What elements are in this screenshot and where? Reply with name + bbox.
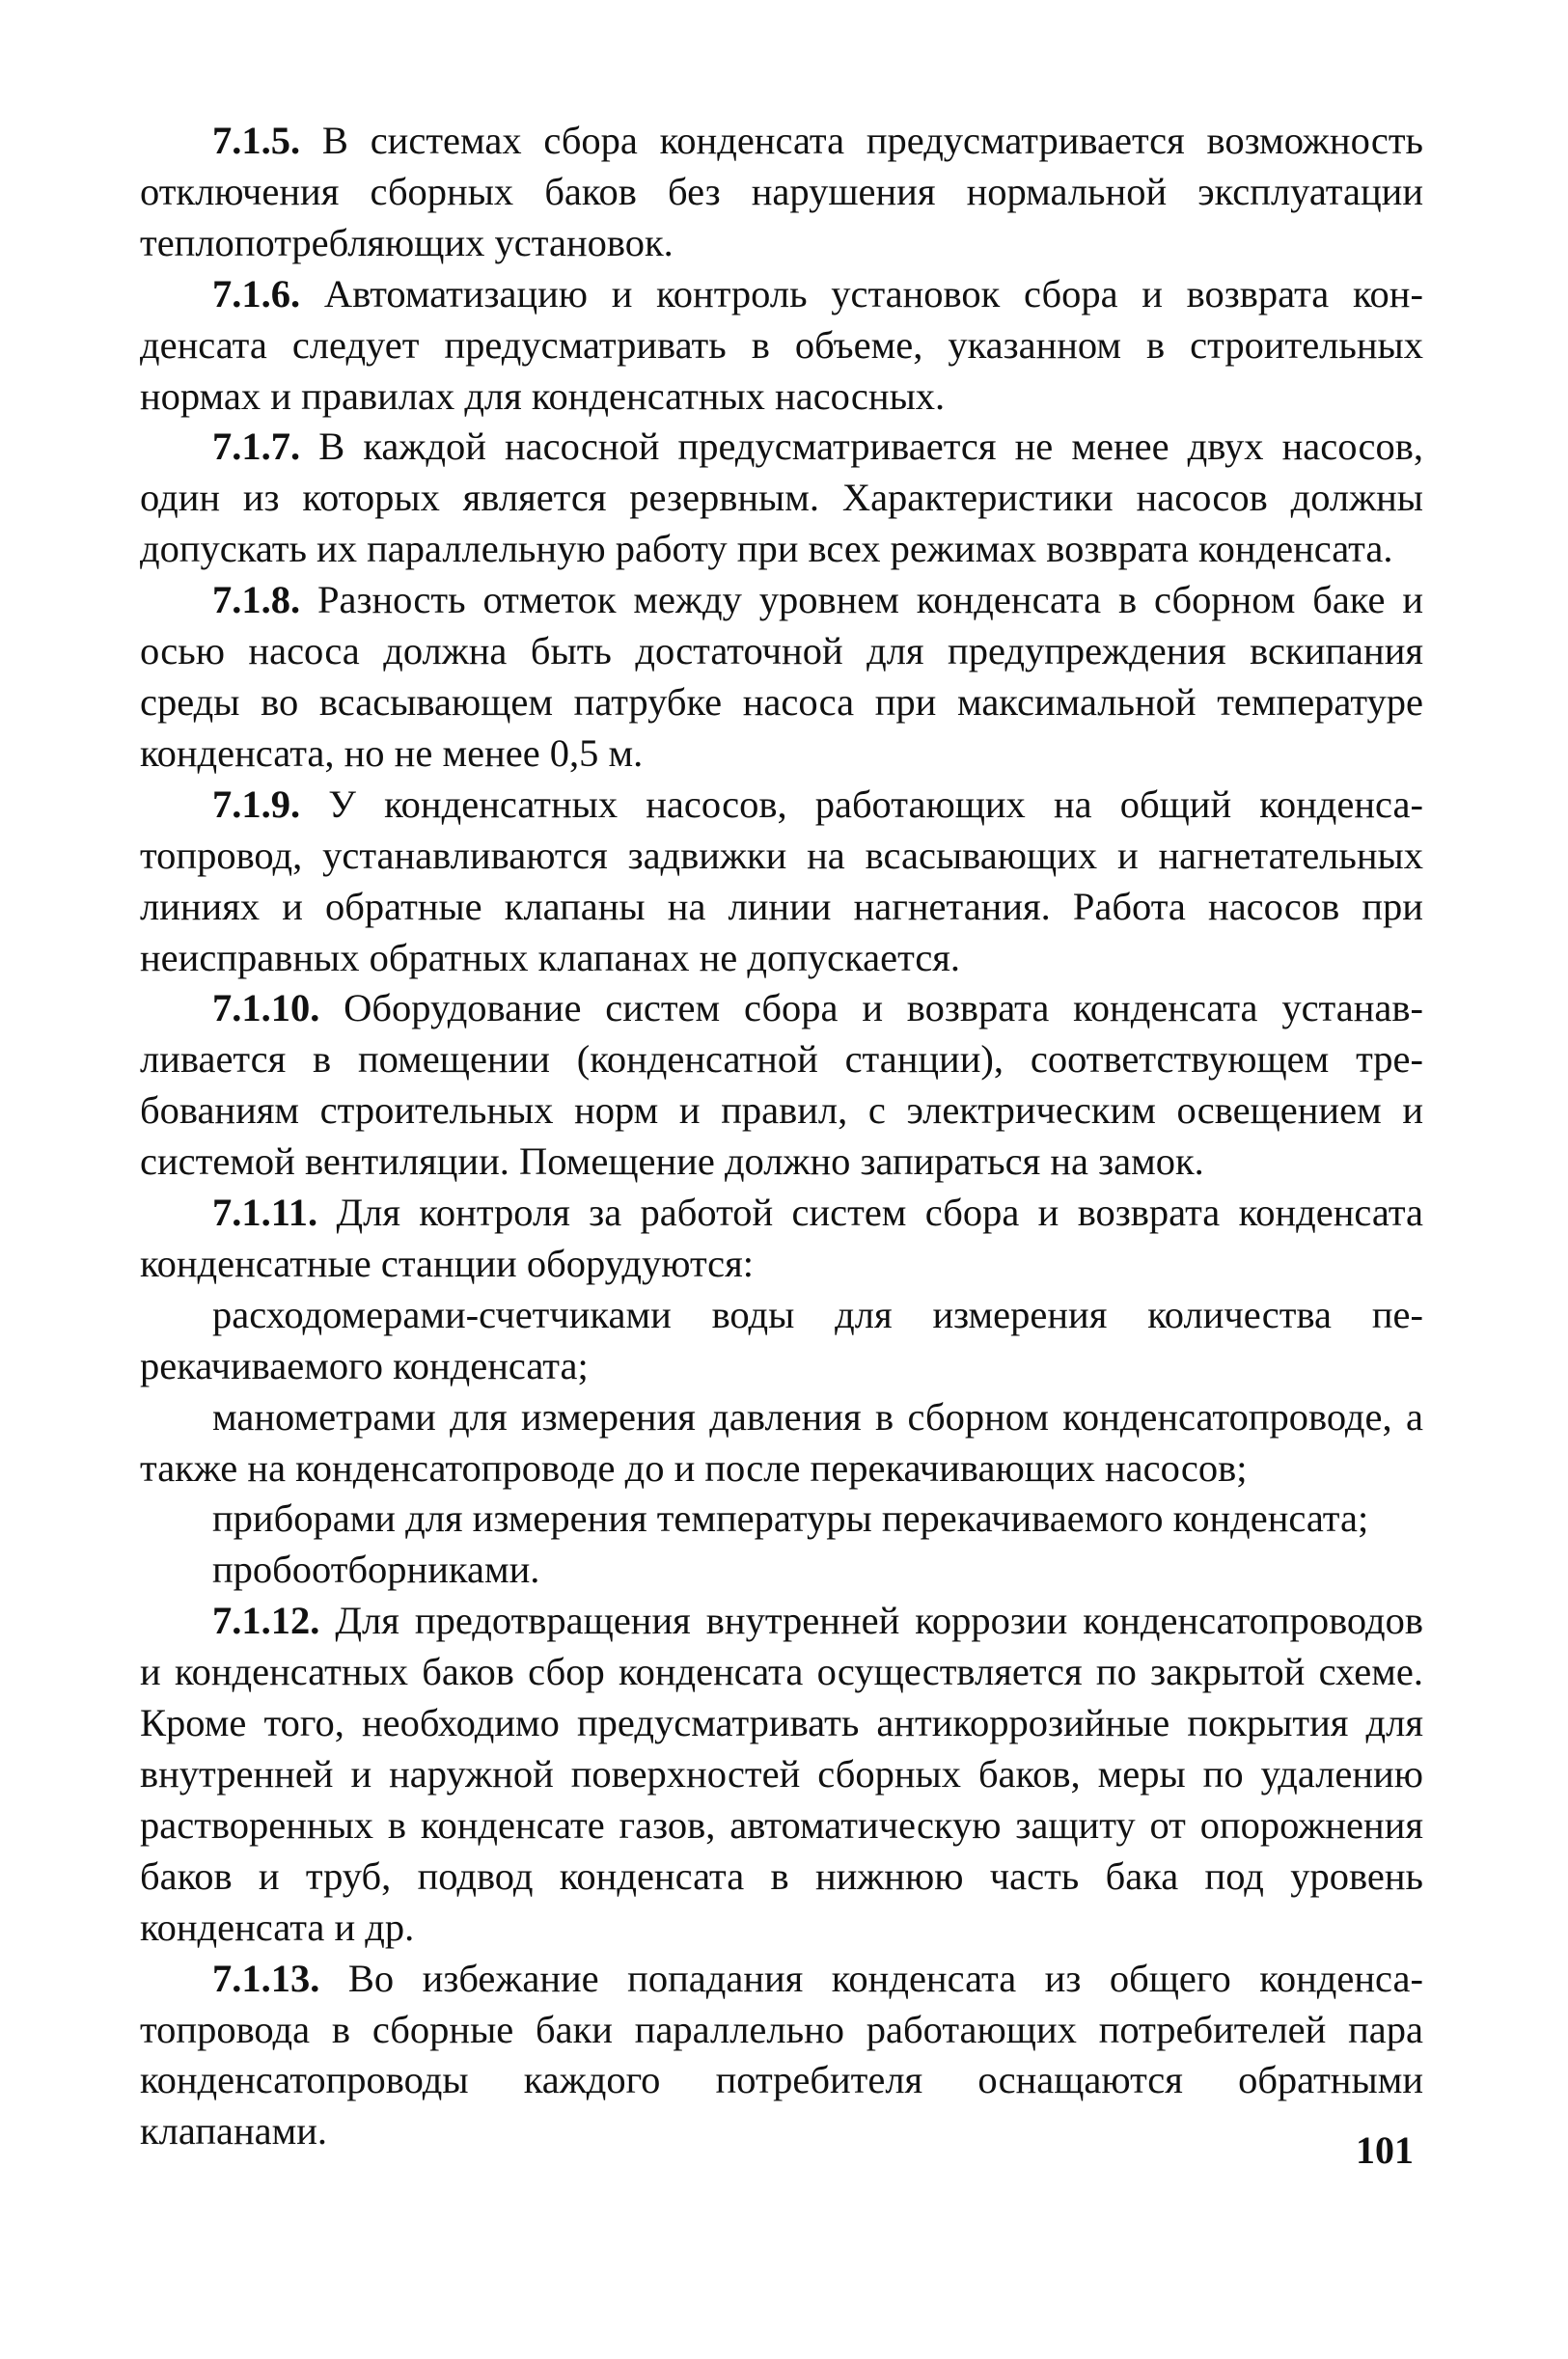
clause-text: Для контроля за работой систем сбора и возврата конденсата конденсатные станции оборудуются:	[140, 1191, 1423, 1285]
list-item: приборами для измерения температуры перекачиваемого конденсата;	[212, 1496, 1369, 1541]
clause-7-1-5	[140, 116, 1423, 269]
clause-number: 7.1.7.	[212, 425, 301, 469]
clause-7-1-6	[140, 269, 1423, 423]
clause-7-1-11	[140, 1188, 1423, 1290]
clause-number: 7.1.9.	[212, 782, 301, 826]
list-item: манометрами для измерения давления в сборном конденсатопроводе, а также на конденсатопроводе до и после перекачивающих насосов;	[140, 1394, 1423, 1490]
page-number: 101	[1356, 2128, 1414, 2172]
clause-7-1-8	[140, 575, 1423, 780]
clause-text: Разность отметок между уровнем конденсата в сборном баке и осью насоса должна быть достаточной для предупреждения вскипания среды во всасывающем патрубке насоса при максимальной температуре конденсата, но не менее 0,5 м.	[140, 578, 1423, 775]
clause-text: Для предотвращения внутренней коррозии конденсатопроводов и конденсатных баков сбор конденсата осуществляется по закрытой схеме. Кроме того, необходимо предусматривать антикоррозийные покрытия для внутренней и наружной поверхностей сборных баков, меры по удалению растворенных в конденсате газов, автоматическую защиту от опорожнения баков и труб, подвод конденсата в нижнюю часть бака под уровень конденсата и др.	[140, 1599, 1423, 1949]
clause-text: Автоматизацию и контроль установок сбора и возврата конденсата следует предусматривать в объеме, указанном в строительных нормах и правилах для конденсатных насосных.	[140, 271, 1423, 418]
clause-7-1-12	[140, 1596, 1423, 1953]
clause-number: 7.1.5.	[212, 119, 301, 162]
clause-7-1-7	[140, 422, 1423, 575]
clause-text: В системах сбора конденсата предусматривается возможность отключения сборных баков без нарушения нормальной эксплуатации теплопотребляющих установок.	[140, 119, 1423, 264]
page-body	[140, 116, 1423, 2157]
clause-text: У конденсатных насосов, работающих на общий конденсатопровод, устанавливаются задвижки на всасывающих и нагнетательных линиях и обратные клапаны на линии нагнетания. Работа насосов при неисправных обратных клапанах не допускается.	[140, 782, 1423, 979]
clause-number: 7.1.6.	[212, 271, 301, 315]
list-item: расходомерами-счетчиками воды для измерения количества перекачиваемого конденсата;	[140, 1292, 1423, 1387]
clause-number: 7.1.11.	[212, 1191, 318, 1235]
clause-number: 7.1.12.	[212, 1599, 320, 1643]
clause-7-1-10	[140, 983, 1423, 1188]
clause-text: Во избежание попадания конденсата из общего конденсатопровода в сборные баки параллельно работающих потребителей пара конденсатопроводы каждого потребителя оснащаются обратными клапанами.	[140, 1956, 1423, 2153]
clause-7-1-9	[140, 780, 1423, 984]
clause-text: Оборудование систем сбора и возврата конденсата устанавливается в помещении (конденсатной станции), соответствующем требованиям строительных норм и правил, с электрическим освещением и системой вентиляции. Помещение должно запираться на замок.	[140, 986, 1423, 1184]
clause-7-1-13	[140, 1954, 1423, 2158]
clause-number: 7.1.13.	[212, 1956, 320, 2000]
clause-number: 7.1.10.	[212, 986, 320, 1030]
list-item: пробоотборниками.	[212, 1548, 540, 1592]
clause-text: В каждой насосной предусматривается не менее двух насосов, один из которых является резервным. Характеристики насосов должны допускать их параллельную работу при всех режимах возврата конденсата.	[140, 425, 1423, 571]
clause-number: 7.1.8.	[212, 578, 301, 622]
